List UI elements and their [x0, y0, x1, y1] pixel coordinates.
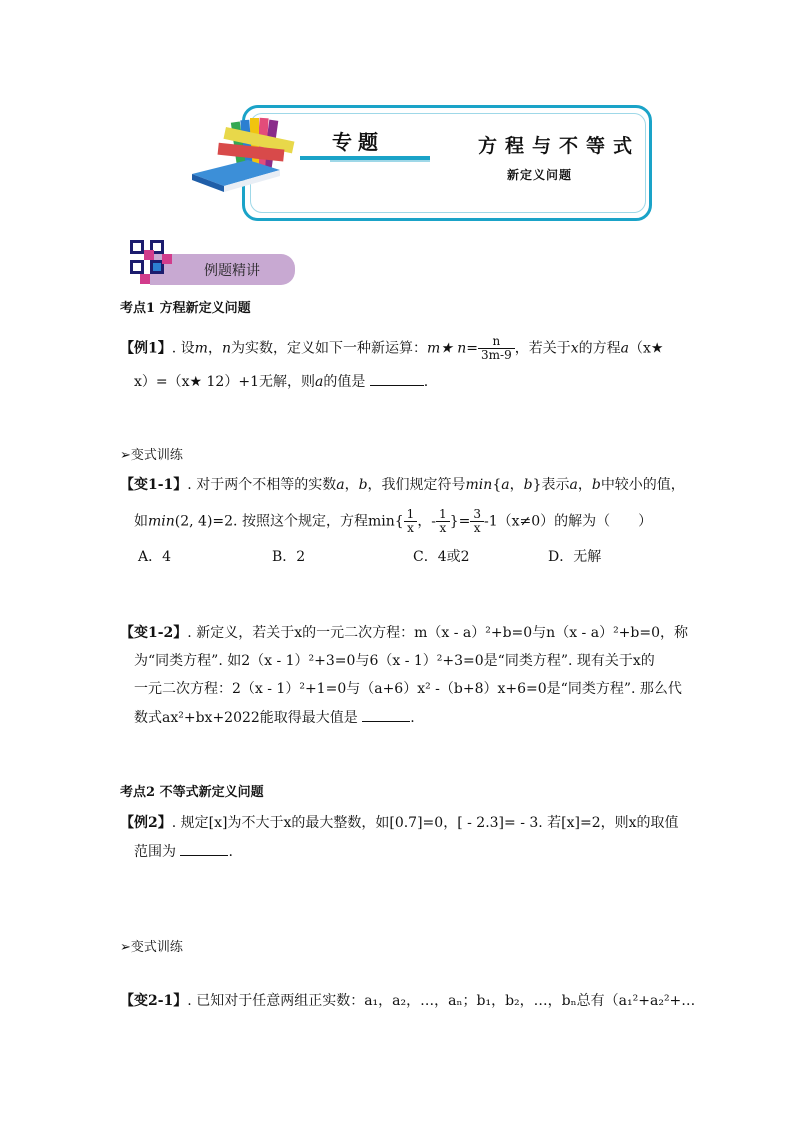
banner-topic: 专题	[332, 130, 384, 154]
example1-line2: x）=（x★ 12）+1无解，则a的值是 .	[134, 371, 428, 392]
kaodian2-title: 考点2 不等式新定义问题	[120, 785, 264, 800]
example1-line1: 【例1】. 设m，n为实数，定义如下一种新运算：m★ n= $\frac{n}{3m-9}$ ，若关于x的方程a（x★	[120, 334, 664, 362]
banner-title: 方程与不等式	[478, 135, 641, 157]
example2-line2: 范围为 .	[134, 841, 233, 862]
choice-d[interactable]: D．无解	[548, 549, 602, 565]
choice-b[interactable]: B．2	[272, 549, 306, 565]
variant12-line3: 一元二次方程：2（x - 1）²+1=0与（a+6）x² -（b+8）x+6=0是“同类方程”. 那么代	[134, 681, 682, 697]
variant11-line1: 【变1-1】. 对于两个不相等的实数a，b，我们规定符号min{a，b}表示a，b中较小的值，	[120, 477, 685, 493]
answer-blank-1[interactable]	[370, 371, 424, 386]
example1-fraction: $\frac{n}{3m-9}$	[478, 335, 515, 362]
variant12-line4: 数式ax²+bx+2022能取得最大值是 .	[134, 707, 415, 728]
variant21-line1: 【变2-1】. 已知对于任意两组正实数：a₁，a₂，…，aₙ；b₁，b₂，…，bₙ总有（a₁²+a₂²+…	[120, 993, 696, 1009]
variant11-line2: 如min(2, 4)=2. 按照这个规定，方程min{ $\frac{1}{x}$ ，- $\frac{1}{x}$ }= $\frac{3}{x}$ -1（x≠0）的解为（ ）	[134, 507, 653, 535]
variant12-line1: 【变1-2】. 新定义，若关于x的一元二次方程：m（x - a）²+b=0与n（x - a）²+b=0，称	[120, 625, 689, 641]
arrow-icon: ➢	[120, 940, 131, 955]
section-label: 例题精讲	[204, 263, 260, 279]
books-icon	[188, 112, 313, 192]
variant12-line2: 为“同类方程”. 如2（x - 1）²+3=0与6（x - 1）²+3=0是“同类方程”. 现有关于x的	[134, 653, 655, 669]
kaodian1-title: 考点1 方程新定义问题	[120, 301, 251, 316]
arrow-icon: ➢	[120, 448, 131, 463]
choice-a[interactable]: A．4	[138, 549, 172, 565]
practice-label-1: ➢变式训练	[120, 448, 183, 463]
section-grid-icon	[128, 238, 176, 286]
choice-c[interactable]: C．4或2	[413, 549, 470, 565]
banner-subtitle: 新定义问题	[507, 168, 573, 182]
answer-blank-3[interactable]	[180, 841, 228, 856]
banner-divider-light	[330, 160, 430, 162]
example2-line1: 【例2】. 规定[x]为不大于x的最大整数，如[0.7]=0，[ - 2.3]= - 3. 若[x]=2，则x的取值	[120, 815, 679, 831]
answer-blank-2[interactable]	[362, 707, 410, 722]
practice-label-2: ➢变式训练	[120, 940, 183, 955]
